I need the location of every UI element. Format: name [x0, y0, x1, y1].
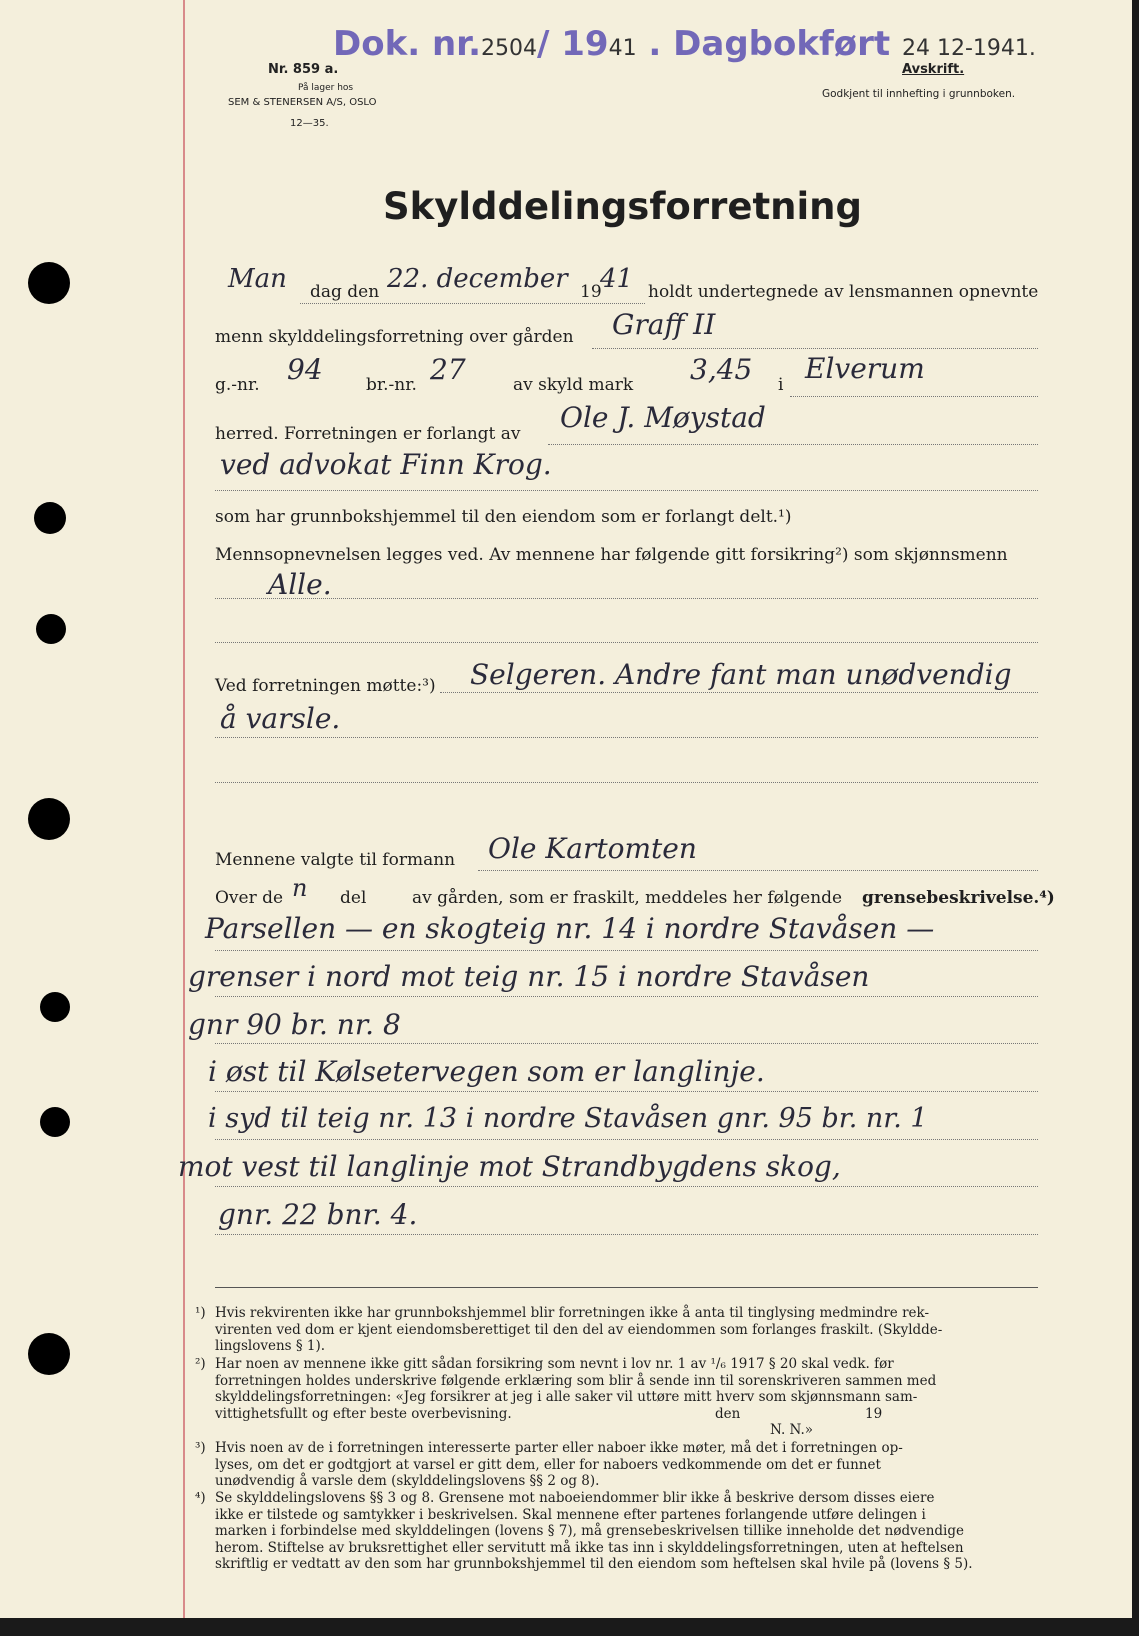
fill-rule [215, 490, 1038, 491]
hw-farm-name: Graff II [612, 308, 716, 341]
footnote-4 [195, 1490, 1035, 1573]
hw-herred: Elverum [805, 352, 925, 385]
fill-rule [215, 1043, 1038, 1044]
footnote-mark: ¹) [195, 1305, 206, 1321]
punch-hole [40, 1107, 70, 1137]
label-formann: Mennene valgte til formann [215, 850, 456, 870]
footnote-3 [195, 1440, 1035, 1490]
avskrift-note: Godkjent til innhefting i grunnboken. [822, 88, 1016, 100]
punch-hole [40, 992, 70, 1022]
form-number: Nr. 859 a. [268, 62, 339, 77]
fill-rule [215, 1091, 1038, 1092]
fill-rule [215, 642, 1038, 643]
dok-stamp: Dok. nr.2504/ 1941 . Dagbokført 24 12-1941. [333, 24, 1036, 64]
hw-date: 22. december [387, 264, 568, 294]
label-del: del [340, 888, 367, 908]
footnote-divider [215, 1287, 1038, 1288]
fill-rule [215, 782, 1038, 783]
footnote-line: skriftlig er vedtatt av den som har grunnbokshjemmel til den eiendom som heftelsen skal hvile på (lovens § 5). [215, 1556, 973, 1572]
hw-formann: Ole Kartomten [488, 832, 697, 865]
hw-gnr: 94 [287, 353, 323, 386]
footnote-mark: ²) [195, 1356, 206, 1372]
label-brnr: br.-nr. [366, 375, 417, 395]
label-mennsopnevnelsen: Mennsopnevnelsen legges ved. Av mennene har følgende gitt forsikring²) som skjønnsmenn [215, 545, 1008, 565]
hw-year: 41 [600, 264, 634, 294]
footnote-line: forretningen holdes underskrive følgende erklæring som blir å sende inn til sorenskriveren sammen med [215, 1372, 937, 1389]
footnote-line: Har noen av mennene ikke gitt sådan forsikring som nevnt i lov nr. 1 av ¹/₆ 1917 § 20 skal vedk. før [215, 1356, 894, 1372]
stamp-date: 24 12-1941. [902, 36, 1036, 61]
footnote-1 [195, 1305, 1035, 1355]
footnote-text: vittighetsfullt og efter beste overbevisning. [215, 1405, 512, 1422]
fill-rule [215, 950, 1038, 951]
hw-varsle: å varsle. [220, 702, 341, 735]
fill-rule [592, 348, 1038, 349]
publisher-line1: På lager hos [298, 83, 354, 93]
footnote-line [215, 1422, 1035, 1439]
footnote-line: Hvis rekvirenten ikke har grunnbokshjemmel blir forretningen ikke å anta til tinglysing medmindre rek- [215, 1305, 930, 1321]
hw-over-de-suffix: n [292, 874, 308, 902]
page-title: Skylddelingsforretning [383, 185, 862, 228]
footnote-mark: ⁴) [195, 1490, 206, 1506]
punch-hole [34, 502, 66, 534]
label-motte: Ved forretningen møtte:³) [215, 676, 436, 696]
footnote-line: Se skylddelingslovens §§ 3 og 8. Grensene mot naboeiendommer blir ikke å beskrive dersom disses eiere [215, 1490, 935, 1506]
fill-rule [790, 396, 1038, 397]
publisher-line2: SEM & STENERSEN A/S, OSLO [228, 97, 377, 108]
label-dag-den: dag den [310, 282, 380, 302]
description-line: gnr. 22 bnr. 4. [218, 1198, 418, 1231]
label-gnr: g.-nr. [215, 375, 260, 395]
description-line: i syd til teig nr. 13 i nordre Stavåsen gnr. 95 br. nr. 1 [208, 1103, 928, 1134]
form-date-code: 12—35. [290, 118, 329, 129]
margin-line [183, 0, 185, 1618]
description-line: grenser i nord mot teig nr. 15 i nordre Stavåsen [188, 960, 870, 993]
fill-rule [215, 1234, 1038, 1235]
hw-selgeren: Selgeren. Andre fant man unødvendig [470, 658, 1012, 691]
fill-rule [215, 737, 1038, 738]
punch-hole [28, 1333, 70, 1375]
punch-hole [28, 262, 70, 304]
label-holdt: holdt undertegnede av lensmannen opnevnte [648, 282, 1039, 302]
hw-requester: Ole J. Møystad [560, 401, 766, 434]
label-forlangt-av: herred. Forretningen er forlangt av [215, 424, 521, 444]
fill-rule [548, 444, 1038, 445]
description-line: Parsellen — en skogteig nr. 14 i nordre Stavåsen — [205, 912, 935, 945]
label-over-garden: menn skylddelingsforretning over gården [215, 327, 574, 347]
footnote-line [215, 1406, 1035, 1423]
footnote-19: 19 [865, 1405, 883, 1422]
label-19: 19 [580, 282, 602, 302]
hw-skyld: 3,45 [690, 353, 753, 386]
footnote-line: lingslovens § 1). [215, 1338, 326, 1354]
description-line: i øst til Kølsetervegen som er langlinje. [208, 1055, 765, 1088]
footnote-line: lyses, om det er godtgjort at varsel er gitt dem, eller for naboers vedkommende om det er funnet [215, 1456, 881, 1473]
footnote-line: ikke er tilstede og samtykker i beskrivelsen. Skal mennene efter partenes forlangende utføre delingen i [215, 1506, 926, 1523]
footnote-line: virenten ved dom er kjent eiendomsberettiget til den del av eiendommen som forlanges fraskilt. (Skyldde- [215, 1321, 943, 1338]
footnote-2 [195, 1356, 1035, 1439]
footnote-den: den [715, 1405, 741, 1422]
footnote-mark: ³) [195, 1440, 206, 1456]
footnote-line: unødvendig å varsle dem (skylddelingslovens §§ 2 og 8). [215, 1473, 600, 1489]
fill-rule [215, 1139, 1038, 1140]
description-line: gnr 90 br. nr. 8 [188, 1008, 401, 1041]
fill-rule [215, 598, 1038, 599]
label-over-de: Over de [215, 888, 284, 908]
avskrift-label: Avskrift. [902, 62, 965, 77]
label-skyld: av skyld mark [513, 375, 634, 395]
hw-alle: Alle. [268, 568, 332, 601]
label-i: i [778, 375, 784, 395]
punch-hole [36, 614, 66, 644]
label-grunnbokshjemmel: som har grunnbokshjemmel til den eiendom som er forlangt delt.¹) [215, 507, 792, 527]
punch-hole [28, 798, 70, 840]
label-fraskilt: av gården, som er fraskilt, meddeles her følgende [412, 888, 843, 908]
description-line: mot vest til langlinje mot Strandbygdens skog, [178, 1150, 841, 1183]
fill-rule [440, 692, 1038, 693]
hw-brnr: 27 [430, 353, 466, 386]
fill-rule [478, 870, 1038, 871]
hw-weekday: Man [228, 264, 287, 294]
fill-rule [300, 303, 645, 304]
fill-rule [215, 1186, 1038, 1187]
fill-rule [215, 996, 1038, 997]
footnote-line: herom. Stiftelse av bruksrettighet eller servitutt må ikke tas inn i skylddelingsforretningen, uten at heftelsen [215, 1539, 964, 1556]
footnote-line: marken i forbindelse med skylddelingen (lovens § 7), må grensebeskrivelsen tillike inneholde det nødvendige [215, 1523, 964, 1539]
label-grensebeskrivelse: grensebeskrivelse.⁴) [862, 888, 1055, 908]
footnote-line: Hvis noen av de i forretningen interesserte parter eller naboer ikke møter, må det i forretningen op- [215, 1440, 903, 1456]
footnote-line: skylddelingsforretningen: «Jeg forsikrer at jeg i alle saker vil uttøre mitt hverv som skjønnsmann sam- [215, 1389, 918, 1405]
footnote-nn: N. N.» [770, 1422, 814, 1438]
hw-advokat: ved advokat Finn Krog. [220, 448, 552, 481]
